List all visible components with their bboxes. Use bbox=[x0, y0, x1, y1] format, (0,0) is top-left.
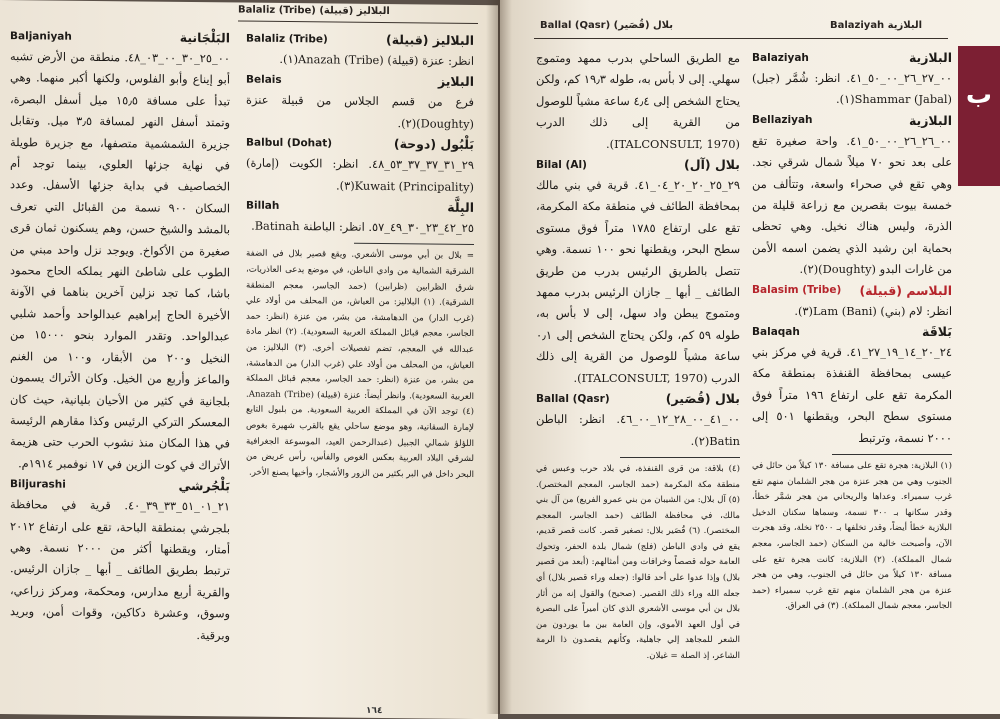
entry-latin-name: Balaziyah bbox=[752, 51, 809, 64]
entry-heading bbox=[246, 198, 474, 215]
entry-text: ٢٩_٢٥_٢٠_٢٠_٠٤_٤١. قرية في بني مالك بمحافظة الطائف في منطقة مكة المكرمة، تقع على ارتفاع ١٧٨٥ متراً فوق مستوى سطح البحر، ويقطنها نحو ١٠٠ نسمة. وهي تتصل بالطريق الرئيس بدرب من طريق الطائف _ أبها _ جازان الرئيس بدرب ممهد ومتموج يبطن واد سهل، إلى لا بأس به، طوله ٥٩ كم، ولكن يحتاج الشخص إلى ٠٫١ ساعة مشياً للوصول من القرية إلى ذلك الدرب (ITALCONSULT, 1970). bbox=[536, 178, 740, 385]
entry-heading bbox=[10, 476, 230, 493]
entry-arabic-name: البلايز bbox=[437, 73, 474, 90]
dictionary-entry bbox=[10, 476, 230, 646]
entry-arabic-name: بلال (قُصَير) bbox=[665, 391, 740, 407]
left-col1-entries bbox=[246, 31, 474, 240]
entry-arabic-name: البلازية bbox=[908, 112, 952, 128]
entry-heading bbox=[752, 283, 952, 298]
entry-arabic-name: بَلْبُول (دوحة) bbox=[393, 136, 474, 153]
entry-text: ٠٠_٢٦_٢٦_٠٠_٥٠_٤١. واحة صغيرة تقع على بعد نحو ٧٠ ميلاً شمال شرقي نجد. وهي تقع في صحراء واسعة، وتتألف من خمسة بيوت بقصرين مع زراعة قليلة من الذرة، وليس هناك نخيل. وهي تحظى بحماية ابن رشيد الذي يضمن اسمه الأمن من غارات البدو (Doughty)(٢). bbox=[752, 133, 952, 277]
right-col1-footnotes: (٤) بلاقة: من قرى القنفذة، في بلاد حرب وعبس في منطقة مكة المكرمة (حمد الجاسر، المعجم المختصر). (٥) آل بلال: من الشيبان من بني عمرو الفريع) من آل بني مالك، في محافظة الطائف (حمد الجاسر، المعجم المختصر). (٦) قُصَير بلال: تصغير قصر. كانت قصر قديم، يقع في وادي الباطن (فلج) شمال بلدة الحفر، وتحوك العامة حوله قصصاً وخرافات ومن أمثالهم: (أبعد من قصير بلال) وإذا عدوا على أحد قالوا: (جعله وراء قصير بلال) أي جعله الله وراء ذلك القصير. (صحيح) والقول إنه من أثار بلال بن أبي موسى الأشعري الذي كان أميراً على البصرة في أول العهد الأموي، وإن العامة بين ما يوردون من الشعر للمجاهد إلي جاهلية، وكأنهم يقصدون ذا الرمة الشاعر، إذ الصلة = غيلان. bbox=[536, 463, 740, 662]
entry-latin-name: Bellaziyah bbox=[752, 114, 813, 127]
entry-text: انظر: عنزة (قبيلة) Anazah (Tribe)(١). bbox=[279, 51, 474, 68]
dictionary-entry bbox=[752, 283, 952, 322]
entry-text: ٢٩_٣١_٣٧_٣٧_٥٣_٤٨. انظر: الكويت (إمارة) Kuwait (Principality)(٣). bbox=[246, 155, 474, 194]
right-running-header-right: Balaziyah البلازية bbox=[830, 20, 923, 31]
entry-arabic-name: بَلاقَة bbox=[922, 324, 952, 340]
entry-arabic-name: بَلْجُرشي bbox=[178, 477, 230, 494]
footnote-rule bbox=[832, 454, 952, 455]
entry-latin-name: Biljurashi bbox=[10, 477, 66, 491]
dictionary-entry bbox=[536, 157, 740, 389]
entry-latin-name: Belais bbox=[246, 73, 282, 86]
right-running-header-left: Ballal (Qasr) (قُصَير) بلال bbox=[540, 20, 674, 31]
left-page-col2 bbox=[10, 26, 230, 716]
entry-text: ٠٠_٢٧_٢٦_٠٠_٥٠_٤١. انظر: شُمَّر (جبل) Shammar (Jabal)(١). bbox=[752, 71, 952, 107]
entry-latin-name: Balaliz (Tribe) bbox=[246, 32, 328, 45]
right-col2-footnotes: (١) البلازية: هجرة تقع على مسافة ١٣٠ كيلاً من حائل في الجنوب وهي من هجر عنزة من هجر الشلمان منهم تقع غرب سميراء. وعداها والريحاني من هجر شمَّر خطأ، وقدر سكانها بـ ٣٠٠ نسمة، وسماها سكنان الدخيل البلازية خطأ أيضاً، وقدر تخلفها بـ ٢٥٠٠ نخلة، وقد هجرت الآن، وأصبحت خالية من السكان (حمد الجاسر، معجم شمال المملكة). (٢) البلازية: كانت هجرة تقع على مسافة ١٣٠ كيلاً من حائل في الجنوب، وهي من هجر عنزة من هجر الشلمان منهم تقع غرب سميراء (حمد الجاسر، معجم شمال المملكة). (٣) في العراق. bbox=[752, 461, 952, 612]
entry-heading bbox=[752, 50, 952, 65]
entry-text: ٢٥_٤٢_٢٣_٣٠_٤٩_٥٧. انظر: الباطنة Batinah. bbox=[251, 218, 474, 235]
entry-latin-name: Billah bbox=[246, 199, 280, 212]
entry-arabic-name: البلازية bbox=[908, 50, 952, 65]
dictionary-entry bbox=[536, 391, 740, 452]
dictionary-entry bbox=[752, 324, 952, 449]
dictionary-entry bbox=[246, 135, 474, 198]
left-page-col1 bbox=[246, 29, 474, 719]
entry-arabic-name: البِلَّة bbox=[447, 199, 474, 215]
dictionary-entry bbox=[752, 50, 952, 111]
entry-arabic-name: بلال (آل) bbox=[684, 157, 740, 173]
entry-heading bbox=[752, 324, 952, 339]
entry-latin-name: Balbul (Dohat) bbox=[246, 136, 333, 150]
left-col2-entries bbox=[10, 28, 230, 646]
entry-latin-name: Balaqah bbox=[752, 325, 800, 338]
entry-text: ٢٤_٢٠_١٤_١٩_٢٧_٤١. قرية في مركز بني عيسى بمحافظة القنفذة بمنطقة مكة المكرمة تقع على ارتفاع ١٩٦ متراً فوق مستوى سطح البحر، ويقطنها ٥٠١ إلى ٢٠٠٠ نسمة، وترتبط bbox=[752, 345, 952, 445]
entry-latin-name: Baljaniyah bbox=[10, 29, 72, 43]
entry-text: فرع من قسم الجلاس من قبيلة عنزة (Doughty)(٢). bbox=[246, 92, 474, 131]
entry-arabic-name: البَلْجَانية bbox=[179, 29, 230, 46]
dictionary-entry bbox=[752, 113, 952, 281]
entry-heading bbox=[536, 157, 740, 172]
entry-text: ٢١_٠١_٥١_٣٣_٣٩_٤٠. قرية في محافظة بلجرشي بمنطقة الباحة، تقع على ارتفاع ٢٠١٢ أمتار، ويقطنها أكثر من ٢٠٠٠ نسمة. وهي ترتبط بطريق الطائف _ أبها _ جازان الرئيس. والقرية أربع مدارس، ومحكمة، ومركز زراعي، وسوق، وعشرة دكاكين، وقوات أمن، وبريد وبرقية. bbox=[10, 497, 230, 642]
dictionary-entry bbox=[246, 72, 474, 135]
dictionary-entry bbox=[246, 31, 474, 73]
right-col2-entries bbox=[752, 50, 952, 449]
right-page-col1 bbox=[536, 48, 740, 714]
entry-heading bbox=[10, 28, 230, 45]
entry-text: انظر: لام (بني) Lam (Bani)(٣). bbox=[794, 303, 952, 318]
thumb-index-tab bbox=[958, 46, 1000, 186]
entry-arabic-name: البلاسم (قبيلة) bbox=[859, 282, 952, 298]
right-col1-entries bbox=[536, 48, 740, 452]
footnote-rule bbox=[620, 457, 740, 458]
entry-text: ٠٠_٤١_٠٠_٢٨_١٢_٠٠_٤٦. انظر: الباطن Batin(٢). bbox=[536, 412, 740, 448]
entry-text: ٠٠_٢٥_٣٠_٠٠_٠٣_٤٨. منطقة من الأرض تشبه أبو إيناع وأبو الفلوس، ولكنها أكبر منهما. وهي تبدأ على مسافة ١٥٫٥ ميل أسفل البصرة، وتمتد أسفل النهر لمسافة ٣٫٥ ميل. وتقابل جزيرة الشمشمية متصفها، مع جزيرة طويلة في نهاية جزئها العلوي، بينما توجد أم الخصاصيف في بداية جزئها الأسفل. وعدد السكان ٩٠٠ نسمة من القبائل التي تعرف بالمشد والشيخ حسن، وهم يسكنون ثمان قرى صغيرة من الأكواخ. ويوجد نزل واحد مبني من الطوب على شاطئ النهر يملكه الحاج محمود باشا، كما تجد نزلين آخرين بناهما في الآونة الأخيرة الحاج إبراهيم عبدالواحد وأحمد شلبي عبدالواحد. وتقدر الموارد بنحو ١٥٠٠٠ من النخيل و٢٠٠ من الأبقار، و١٠٠ من الغنم والماعز وأربع من الخيل. وكان الأتراك يسمون بلجانية في كثير من الأحيان بليانية، حيث كان المعسكر التركي الرئيس وكذا مقارهم الرئيسة في هذا المكان منذ نشوب الحرب حتى هزيمة الأتراك في كوت الزين في ١٧ نوفمبر ١٩١٤م. bbox=[10, 49, 230, 473]
left-page bbox=[0, 0, 498, 719]
right-page bbox=[500, 0, 1000, 714]
right-page-col2 bbox=[752, 48, 952, 714]
entry-heading bbox=[246, 135, 474, 152]
dictionary-entry bbox=[246, 198, 474, 240]
footnote-rule bbox=[354, 243, 474, 245]
left-running-header: Balaliz (Tribe) (قبيلة) البلاليز bbox=[238, 4, 390, 18]
book-gutter bbox=[486, 0, 512, 714]
entry-heading bbox=[246, 31, 474, 48]
entry-heading bbox=[246, 72, 474, 89]
entry-heading bbox=[752, 113, 952, 128]
entry-heading bbox=[536, 391, 740, 406]
right-header-rule bbox=[534, 38, 948, 39]
left-col1-footnotes: = بلال بن أبي موسى الأشعري. ويقع قصير بلال في الضفة الشرقية الشمالية من وادي الباطن، في موضع يدعى العاذريات، شرق الظرابين (ظرابين) (حمد الجاسر، معجم المنطقة الشرقية). (١) البلاليز: من العياش، من المحلف من أولاد علي (غرب الدار) من الدهامشة، من بشر، من عنزة (انظر: حمد الجاسر، معجم قبائل المملكة العربية السعودية). (٢) انظر مادة عبدالله في المعجم، تضم تفصيلات أخرى. (٣) البلاليز: من العياش، من المحلف من أولاد علي (غرب الدار) من الدهامشة، من بشر، من عنزة (انظر: حمد الجاسر، معجم قبائل المملكة العربية السعودية). وانظر أيضاً: عنزة (قبيلة) Anazah (Tribe). (٤) توجد الآن في المملكة العربية السعودية. من بلبول التابع لإمارة السقانية، وهو موضع ساحلي يقع بالقرب شهيرة بغوص اللؤلؤ شمالي الجبيل (عبدالرحمن العيد، الموسوعة الجغرافية لشرقي البلاد العربية بعكس الغوص والفأس، رأس عريض من البحر داخل في البر بكثير من الزور والأشجار، وأخيها يصنع الأخر. bbox=[246, 249, 474, 480]
dictionary-entry bbox=[10, 28, 230, 476]
dictionary-entry bbox=[536, 48, 740, 155]
thumb-index-letter: ب bbox=[965, 80, 993, 110]
entry-arabic-name: البلاليز (قبيلة) bbox=[386, 32, 474, 48]
left-page-number: ١٦٤ bbox=[366, 705, 383, 717]
entry-latin-name: Bilal (Al) bbox=[536, 158, 587, 171]
entry-text: مع الطريق الساحلي بدرب ممهد ومتموج سهلي. إلى لا بأس به، طوله ١٩٫٣ كم، ولكن يحتاج الشخص إلى ٤٫٤ ساعة مشياً للوصول من القرية إلى ذلك الدرب (ITALCONSULT, 1970). bbox=[536, 51, 740, 151]
entry-latin-name: Balasim (Tribe) bbox=[752, 284, 842, 297]
entry-latin-name: Ballal (Qasr) bbox=[536, 392, 610, 405]
